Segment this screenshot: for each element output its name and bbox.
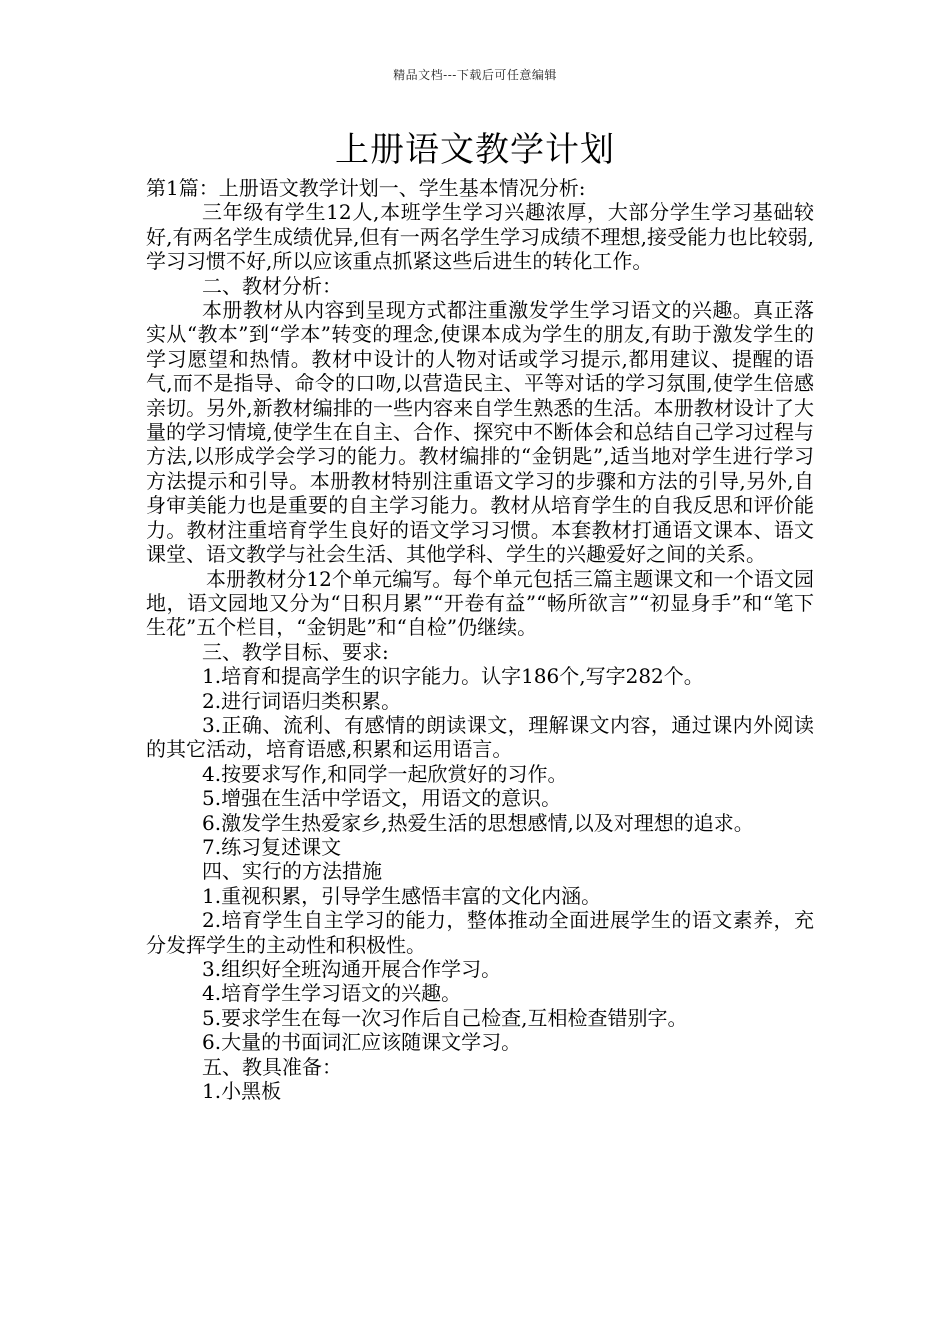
list-item: 2.培育学生自主学习的能力，整体推动全面进展学生的语文素养，充分发挥学生的主动性和积极性。 — [146, 908, 814, 957]
list-item: 6.大量的书面词汇应该随课文学习。 — [202, 1030, 522, 1055]
paragraph-student-analysis: 三年级有学生12人,本班学生学习兴趣浓厚，大部分学生学习基础较好,有两名学生成绩优异,但有一两名学生学习成绩不理想,接受能力也比较弱,学习习惯不好,所以应该重点抓紧这些后进生的转化工作。 — [146, 200, 814, 274]
list-item: 3.组织好全班沟通开展合作学习。 — [202, 957, 502, 981]
list-item: 2.进行词语归类积累。 — [202, 688, 402, 713]
list-item: 5.要求学生在每一次习作后自己检查,互相检查错别字。 — [202, 1005, 688, 1030]
section-heading-goals: 三、教学目标、要求: — [202, 639, 389, 664]
list-item: 7.练习复述课文 — [202, 834, 342, 859]
list-item: 4.按要求写作,和同学一起欣赏好的习作。 — [202, 761, 568, 786]
section-heading-materials: 二、教材分析： — [202, 273, 342, 298]
list-item: 5.增强在生活中学语文，用语文的意识。 — [202, 786, 562, 811]
paragraph-units: 本册教材分12个单元编写。每个单元包括三篇主题课文和一个语文园地，语文园地又分为“日积月累”“开卷有益”“畅所欲言”“初显身手”和“笔下生花”五个栏目，“金钥匙”和“自检”仍继续。 — [146, 566, 814, 640]
section-heading-methods: 四、实行的方法措施 — [202, 859, 382, 884]
list-item: 3.正确、流利、有感情的朗读课文，理解课文内容，通过课内外阅读的其它活动，培育语感,积累和运用语言。 — [146, 712, 814, 762]
list-item: 1.小黑板 — [202, 1079, 282, 1104]
section-heading-tools: 五、教具准备： — [202, 1054, 342, 1079]
list-item: 4.培育学生学习语文的兴趣。 — [202, 981, 462, 1006]
paragraph-intro: 第1篇：上册语文教学计划一、学生基本情况分析: — [146, 176, 586, 200]
paragraph-materials: 本册教材从内容到呈现方式都注重激发学生学习语文的兴趣。真正落实从“教本”到“学本”转变的理念,使课本成为学生的朋友,有助于激发学生的学习愿望和热情。教材中设计的人物对话或学习提示,都用建议、提醒的语气,而不是指导、命令的口吻,以营造民主、平等对话的学习氛围,使学生倍感亲切。另外,新教材编排的一些内容来自学生熟悉的生活。本册教材设计了大量的学习情境,使学生在自主、合作、探究中不断体会和总结自己学习过程与方法,以形成学会学习的能力。教材编排的“金钥匙”,适当地对学生进行学习方法提示和引导。本册教材特别注重语文学习的步骤和方法的引导,另外,自身审美能力也是重要的自主学习能力。教材从培育学生的自我反思和评价能力。教材注重培育学生良好的语文学习习惯。本套教材打通语文课本、语文课堂、语文教学与社会生活、其他学科、学生的兴趣爱好之间的关系。 — [146, 298, 814, 567]
list-item: 1.培育和提高学生的识字能力。认字186个,写字282个。 — [202, 664, 704, 689]
list-item: 6.激发学生热爱家乡,热爱生活的思想感情,以及对理想的追求。 — [202, 810, 754, 835]
document-body — [146, 176, 814, 1103]
list-item: 1.重视积累，引导学生感悟丰富的文化内涵。 — [202, 883, 602, 908]
document-title: 上册语文教学计划 — [335, 130, 615, 170]
page-header: 精品文档---下载后可任意编辑 — [393, 68, 557, 82]
